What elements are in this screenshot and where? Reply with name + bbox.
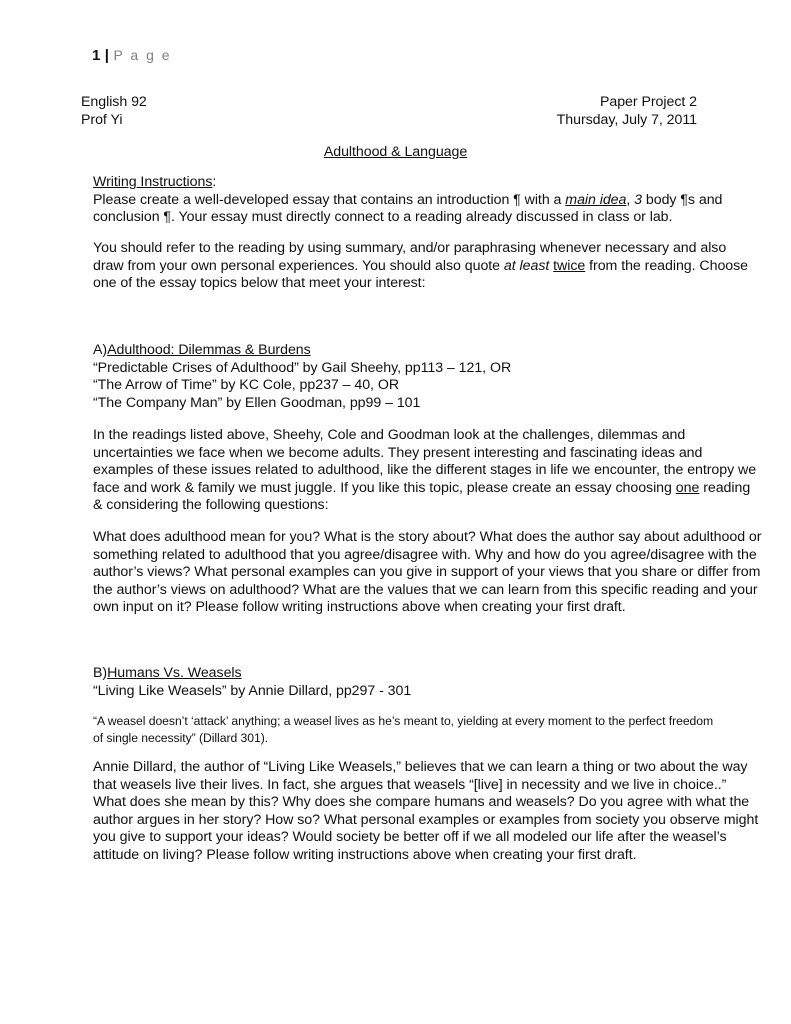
instructions-line-2: conclusion ¶. Your essay must directly connect to a reading already discussed in class or lab. bbox=[93, 209, 673, 226]
topic-a-header bbox=[93, 342, 705, 412]
instructions-line-1: Please create a well-developed essay that contains an introduction ¶ with a main idea, 3 body ¶s and bbox=[93, 191, 723, 208]
date: Thursday, July 7, 2011 bbox=[556, 112, 697, 128]
instructions-heading: Writing Instructions bbox=[93, 174, 213, 190]
topic-a-paragraph-2: What does adulthood mean for you? What is the story about? What does the author say about adulthood or something related to adulthood that you agree/disagree with. Why and how do you agree/disagree with the author’s views? What personal examples can you give in support of your views that you share or differ from the author’s views on adulthood? What are the values that we can learn from this specific reading and your own input on it? Please follow writing instructions above when creating your first draft. bbox=[93, 529, 762, 616]
page-word: P a g e bbox=[113, 47, 172, 63]
header-separator: | bbox=[104, 47, 109, 64]
main-idea-emphasis: main idea bbox=[565, 191, 627, 208]
page-header bbox=[92, 47, 172, 65]
page-number: 1 bbox=[92, 47, 101, 64]
project-name: Paper Project 2 bbox=[599, 94, 697, 110]
topic-a-paragraph-1: In the readings listed above, Sheehy, Cole and Goodman look at the challenges, dilemmas and uncertainties we face when we become adults. They present interesting and fascinating ideas and examples of these issues related to adulthood, like the different stages in life we encounter, the entropy we face and work & family we must juggle. If you like this topic, please create an essay choosing one reading & considering the following questions: bbox=[93, 427, 757, 514]
instructor-name: Prof Yi bbox=[81, 112, 123, 128]
topic-a-heading: Adulthood: Dilemmas & Burdens bbox=[107, 342, 311, 358]
page-title: Adulthood & Language bbox=[323, 144, 468, 160]
reading-item: “The Company Man” by Ellen Goodman, pp99 – 101 bbox=[93, 394, 421, 411]
at-least-emphasis: at least bbox=[503, 257, 550, 274]
course-name: English 92 bbox=[81, 94, 147, 110]
instructions-paragraph-2: You should refer to the reading by using summary, and/or paraphrasing whenever necessary and also draw from your own personal experiences. You should also quote at least twice from the reading. Choose one of the essay topics below that meet your interest: bbox=[93, 240, 749, 292]
twice-emphasis: twice bbox=[553, 257, 586, 274]
topic-b-heading: Humans Vs. Weasels bbox=[107, 665, 242, 681]
topic-b-paragraph: Annie Dillard, the author of “Living Like Weasels,” believes that we can learn a thing or two about the way that weasels live their lives. In fact, she argues that weasels “[live] in necessity and we live in choice..” What does she mean by this? Why does she compare humans and weasels? Do you agree with what the author argues in her story? How so? What personal examples or examples from society you observe might you give to support your ideas? Would society be better off if we all modeled our life after the weasel’s attitude on living? Please follow writing instructions above when creating your first draft. bbox=[93, 759, 759, 863]
reading-item: “Living Like Weasels” by Annie Dillard, pp297 - 301 bbox=[93, 682, 412, 699]
one-emphasis: one bbox=[675, 479, 700, 496]
reading-item: “The Arrow of Time” by KC Cole, pp237 – 40, OR bbox=[93, 377, 400, 394]
topic-b-header bbox=[93, 665, 705, 700]
topic-b-letter: B) bbox=[93, 665, 108, 681]
topic-a-letter: A) bbox=[93, 342, 108, 358]
writing-instructions: Writing Instructions: Please create a well-developed essay that contains an introduction ¶ with a main idea, 3 body ¶s and conclusion ¶. Your essay must directly connect to a reading already discussed in class or lab. bbox=[93, 174, 723, 226]
reading-item: “Predictable Crises of Adulthood” by Gail Sheehy, pp113 – 121, OR bbox=[93, 359, 512, 376]
weasel-quote: “A weasel doesn’t ‘attack’ anything; a weasel lives as he’s meant to, yielding at every moment to the perfect freedom of single necessity” (Dillard 301). bbox=[93, 714, 714, 745]
